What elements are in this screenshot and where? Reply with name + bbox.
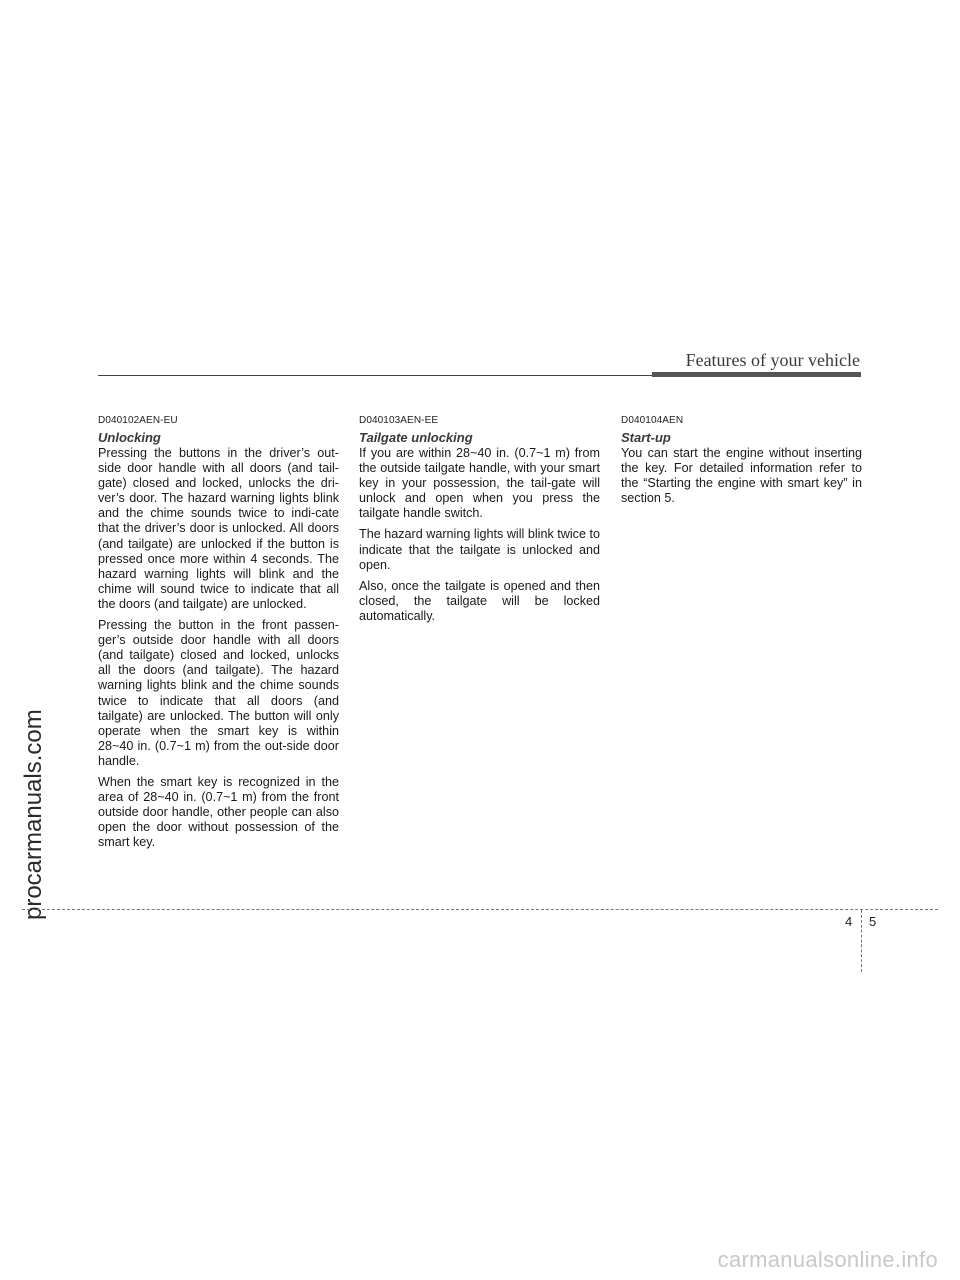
bottom-watermark: carmanualsonline.info bbox=[717, 1247, 938, 1272]
page-header-title: Features of your vehicle bbox=[685, 350, 860, 370]
section-unlocking bbox=[98, 415, 339, 856]
paragraph: If you are within 28~40 in. (0.7~1 m) from the outside tailgate handle, with your smart key in your possession, the tail-gate will unlock and open when you press the tailgate handle switch. bbox=[359, 446, 600, 521]
header-rule bbox=[98, 375, 652, 376]
section-code: D040102AEN-EU bbox=[98, 415, 178, 426]
section-heading: Unlocking bbox=[98, 430, 161, 445]
header-accent-bar bbox=[652, 372, 861, 377]
paragraph: Pressing the button in the front passen-ger’s outside door handle with all doors (and tailgate) closed and locked, unlocks all the doors (and tailgate). The hazard warning lights blink and the chime sounds twice to indicate that all doors (and tailgate) are unlocked. The button will only operate when the smart key is within 28~40 in. (0.7~1 m) from the out-side door handle. bbox=[98, 618, 339, 768]
paragraph: Pressing the buttons in the driver’s out-side door handle with all doors (and tail-gate) closed and locked, unlocks the dri-ver’s door. The hazard warning lights blink and the chime sounds twice to indi-cate that the driver’s door is unlocked. All doors (and tailgate) are unlocked if the button is pressed once more within 4 seconds. The hazard warning lights will blink and the chime will sound twice to indicate that all the doors (and tailgate) are unlocked. bbox=[98, 446, 339, 611]
footer-divider-line bbox=[861, 910, 862, 972]
section-code: D040104AEN bbox=[621, 415, 684, 426]
side-watermark: procarmanuals.com bbox=[20, 709, 47, 920]
section-heading: Start-up bbox=[621, 430, 671, 445]
page-number: 5 bbox=[869, 914, 877, 929]
footer-dashed-rule bbox=[22, 909, 938, 910]
paragraph: Also, once the tailgate is opened and then closed, the tailgate will be locked automatically. bbox=[359, 578, 600, 623]
section-tailgate-unlocking bbox=[359, 415, 600, 630]
paragraph: You can start the engine without inserting the key. For detailed information refer to the “Starting the engine with smart key” in section 5. bbox=[621, 446, 862, 506]
paragraph: When the smart key is recognized in the area of 28~40 in. (0.7~1 m) from the front outside door handle, other people can also open the door without possession of the smart key. bbox=[98, 774, 339, 850]
section-code: D040103AEN-EE bbox=[359, 415, 439, 426]
section-start-up bbox=[621, 415, 862, 512]
paragraph: The hazard warning lights will blink twice to indicate that the tailgate is unlocked and open. bbox=[359, 527, 600, 572]
chapter-number: 4 bbox=[845, 914, 853, 929]
section-heading: Tailgate unlocking bbox=[359, 430, 473, 445]
